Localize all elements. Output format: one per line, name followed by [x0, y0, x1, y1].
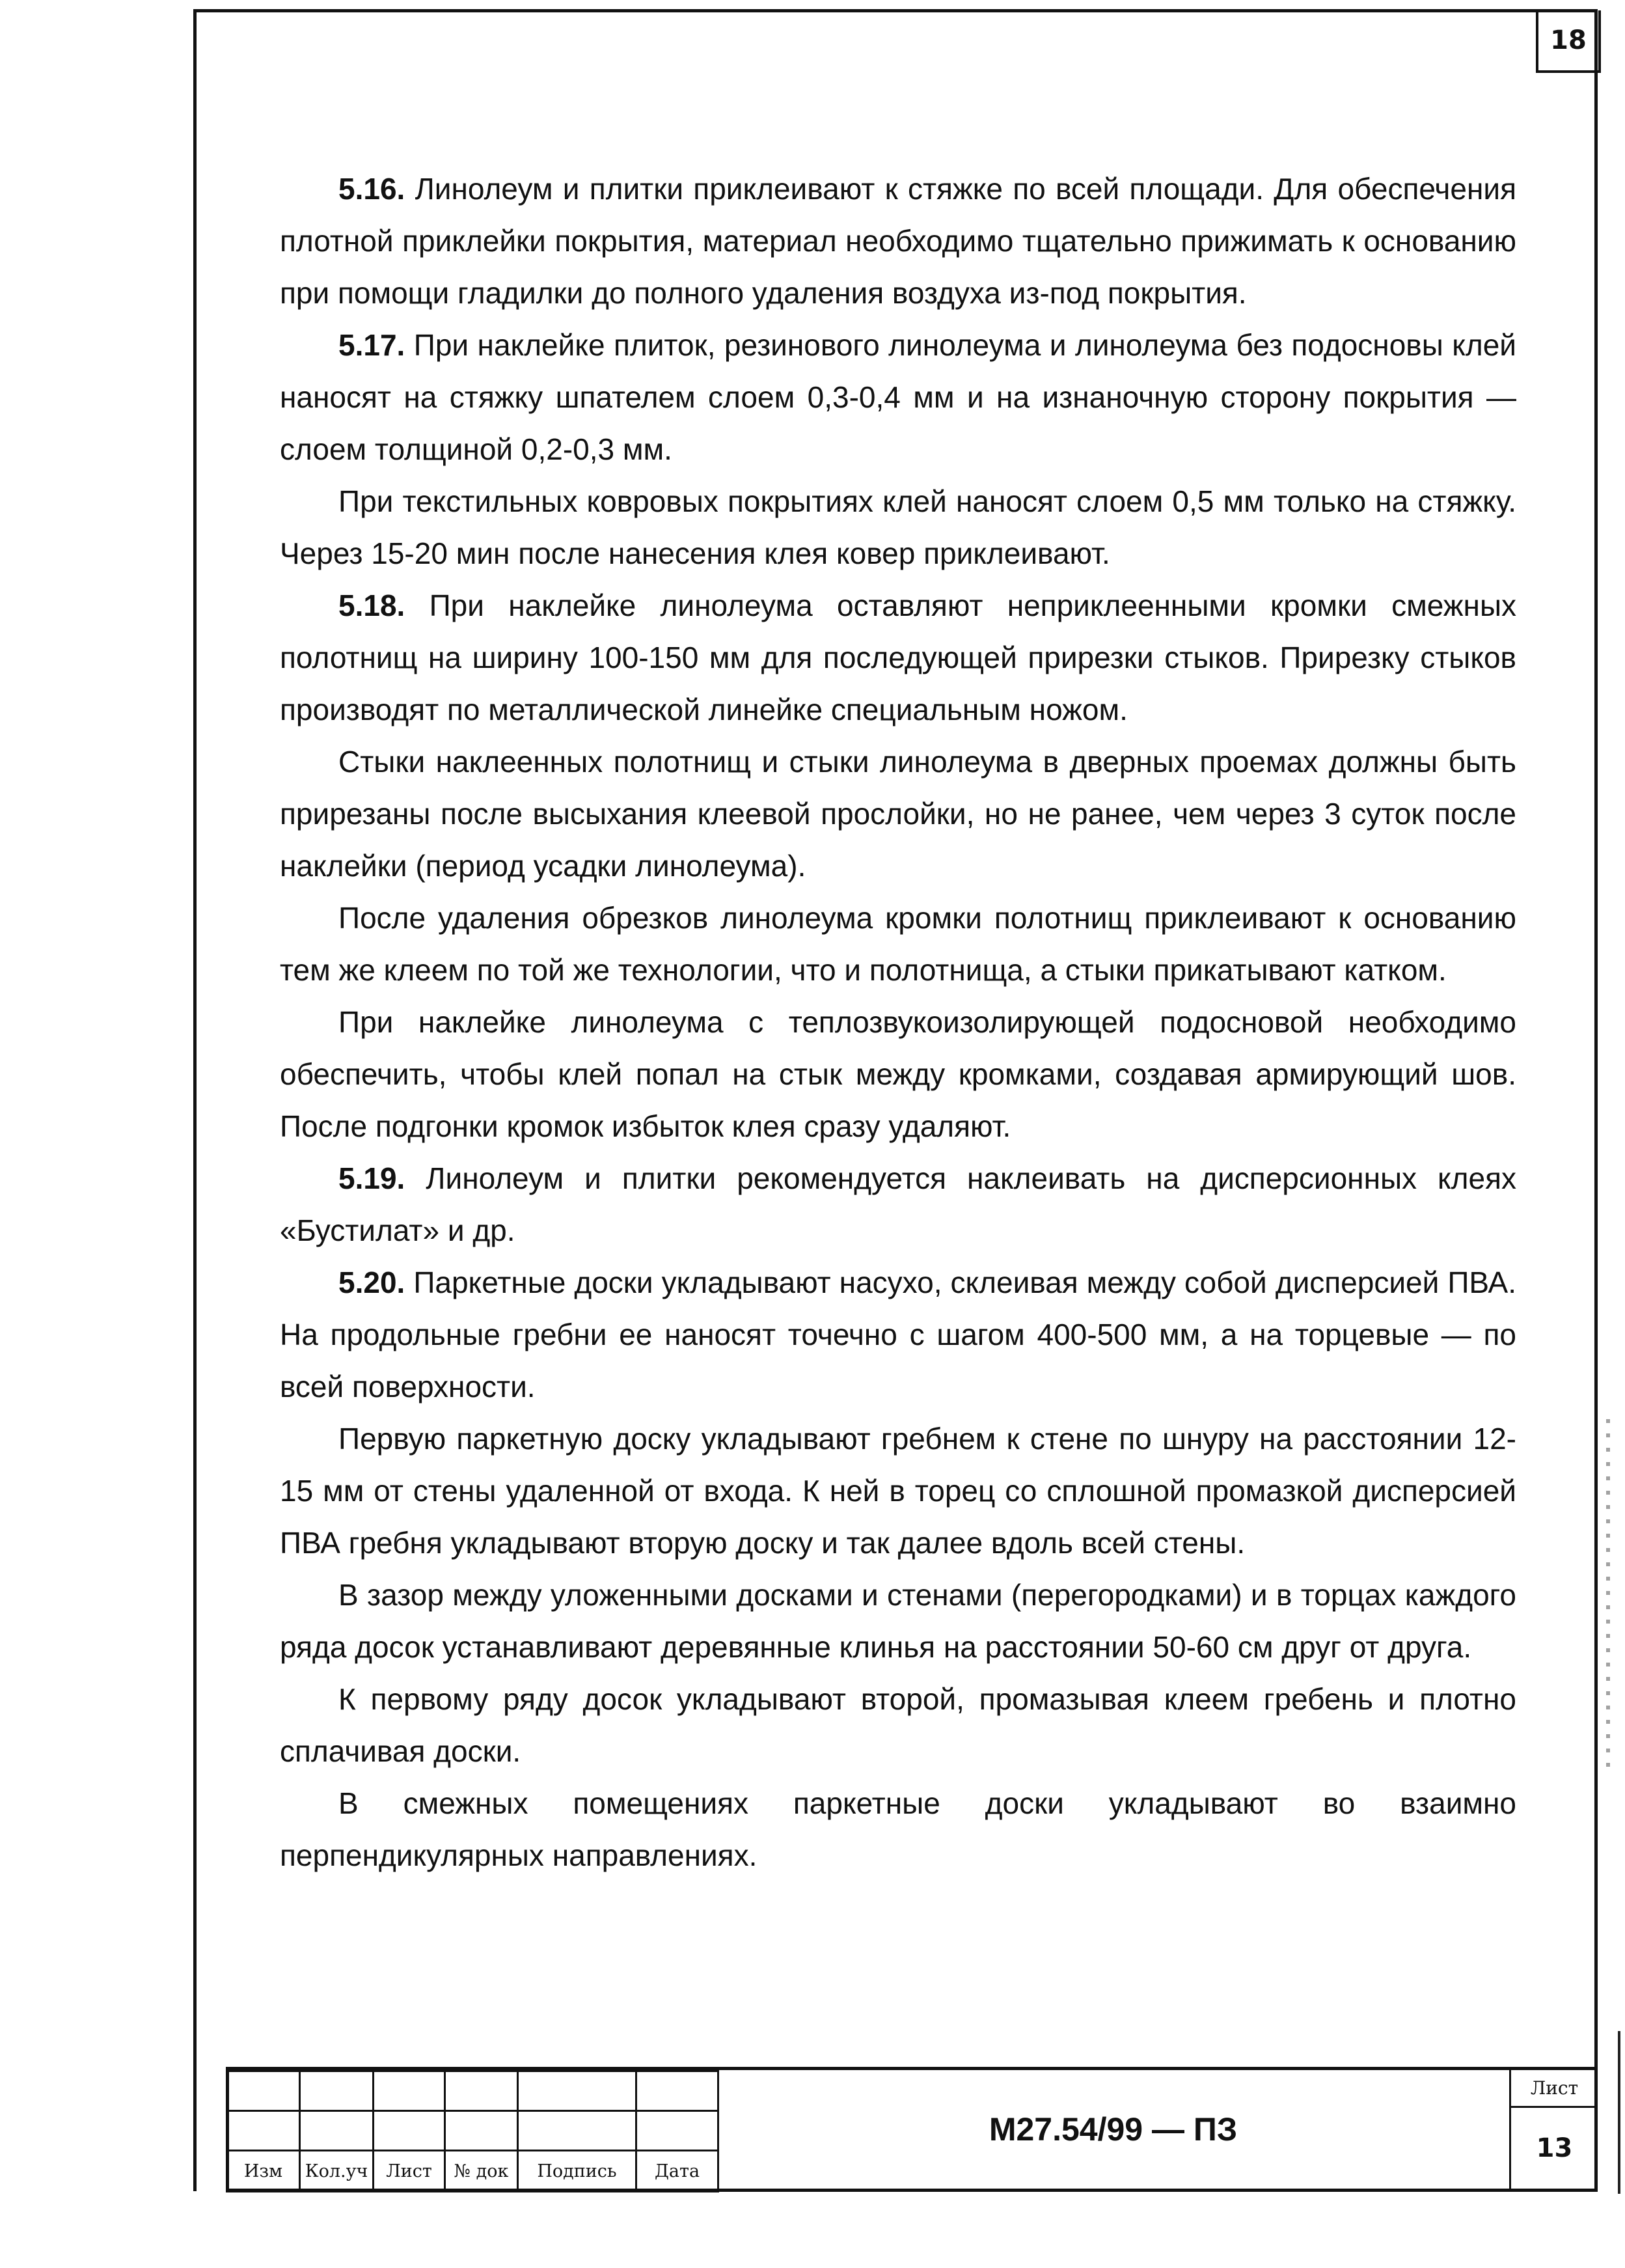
stamp-label-izm: Изм	[227, 2151, 300, 2192]
paragraph	[280, 1152, 1516, 1256]
revision-cell	[227, 2071, 300, 2111]
stamp-label-kol-uch: Кол.уч	[300, 2151, 374, 2192]
clause-number: 5.18.	[338, 588, 405, 622]
revision-cell	[445, 2111, 518, 2151]
title-block	[226, 2067, 1598, 2191]
revision-cell	[374, 2071, 445, 2111]
paragraph	[280, 996, 1516, 1152]
paragraph-text: К первому ряду досок укладывают второй, промазывая клеем гребень и плотно сплачивая доски.	[280, 1682, 1516, 1768]
paragraph	[280, 1777, 1516, 1881]
clause-number: 5.19.	[338, 1161, 405, 1195]
clause-number: 5.16.	[338, 172, 405, 206]
stamp-label-n-dok: № док	[445, 2151, 518, 2192]
paragraph	[280, 1413, 1516, 1569]
paragraph-text: В смежных помещениях паркетные доски укладывают во взаимно перпендикулярных направлениях.	[280, 1786, 1516, 1872]
paragraph	[280, 1673, 1516, 1777]
paragraph	[280, 1256, 1516, 1413]
stamp-label-podpis: Подпись	[518, 2151, 636, 2192]
revision-table	[226, 2070, 719, 2192]
revision-cell	[636, 2111, 718, 2151]
revision-cell	[300, 2111, 374, 2151]
sheet-number: 13	[1511, 2108, 1598, 2191]
paragraph	[280, 475, 1516, 579]
paragraph-text: Первую паркетную доску укладывают гребнем к стене по шнуру на расстоянии 12-15 мм от стены удаленной от входа. К ней в торец со сплошной промазкой дисперсией ПВА гребня укладывают вторую доску и так далее вдоль всей стены.	[280, 1422, 1516, 1560]
revision-cell	[300, 2071, 374, 2111]
paragraph-text: При текстильных ковровых покрытиях клей наносят слоем 0,5 мм только на стяжку. Через 15-20 мин после нанесения клея ковер приклеивают.	[280, 484, 1516, 570]
paragraph-text: При наклейке линолеума оставляют неприклеенными кромки смежных полотнищ на ширину 100-150 мм для последующей прирезки стыков. Прирезку стыков производят по металлической линейке специальным ножом.	[280, 588, 1516, 726]
paragraph-text: Линолеум и плитки рекомендуется наклеивать на дисперсионных клеях «Бустилат» и др.	[280, 1161, 1516, 1247]
paragraph-text: При наклейке линолеума с теплозвукоизолирующей подосновой необходимо обеспечить, чтобы клей попал на стык между кромками, создавая армирующий шов. После подгонки кромок избыток клея сразу удаляют.	[280, 1005, 1516, 1143]
top-page-number: 18	[1536, 10, 1601, 73]
stamp-bottom-border	[226, 2189, 1598, 2192]
paragraph	[280, 892, 1516, 996]
paragraph	[280, 579, 1516, 736]
paragraph-text: Линолеум и плитки приклеивают к стяжке по всей площади. Для обеспечения плотной приклейки покрытия, материал необходимо тщательно прижимать к основанию при помощи гладилки до полного удаления воздуха из-под покрытия.	[280, 172, 1516, 310]
scan-artifact	[1618, 2031, 1620, 2194]
paragraph-text: После удаления обрезков линолеума кромки полотнищ приклеивают к основанию тем же клеем по той же технологии, что и полотнища, а стыки прикатывают катком.	[280, 901, 1516, 987]
stamp-label-list: Лист	[374, 2151, 445, 2192]
stamp-label-data: Дата	[636, 2151, 718, 2192]
revision-cell	[374, 2111, 445, 2151]
paragraph	[280, 163, 1516, 319]
paragraph-text: В зазор между уложенными досками и стенами (перегородками) и в торцах каждого ряда досок устанавливают деревянные клинья на расстоянии 50-60 см друг от друга.	[280, 1578, 1516, 1664]
revision-cell	[636, 2071, 718, 2111]
paragraph	[280, 1569, 1516, 1673]
clause-number: 5.20.	[338, 1265, 405, 1299]
paragraph	[280, 319, 1516, 475]
document-code: М27.54/99 — ПЗ	[717, 2070, 1511, 2191]
revision-cell	[227, 2111, 300, 2151]
paragraph	[280, 736, 1516, 892]
revision-cell	[518, 2111, 636, 2151]
scan-artifact	[1606, 1419, 1610, 1771]
paragraph-text: Стыки наклеенных полотнищ и стыки линолеума в дверных проемах должны быть прирезаны после высыхания клеевой прослойки, но не ранее, чем через 3 суток после наклейки (период усадки линолеума).	[280, 745, 1516, 883]
document-body	[280, 163, 1516, 1881]
revision-cell	[445, 2071, 518, 2111]
clause-number: 5.17.	[338, 328, 405, 362]
revision-cell	[518, 2071, 636, 2111]
paragraph-text: При наклейке плиток, резинового линолеума и линолеума без подосновы клей наносят на стяжку шпателем слоем 0,3-0,4 мм и на изнаночную сторону покрытия — слоем толщиной 0,2-0,3 мм.	[280, 328, 1516, 466]
paragraph-text: Паркетные доски укладывают насухо, склеивая между собой дисперсией ПВА. На продольные гребни ее наносят точечно с шагом 400-500 мм, а на торцевые — по всей поверхности.	[280, 1265, 1516, 1404]
sheet-label: Лист	[1511, 2070, 1598, 2108]
